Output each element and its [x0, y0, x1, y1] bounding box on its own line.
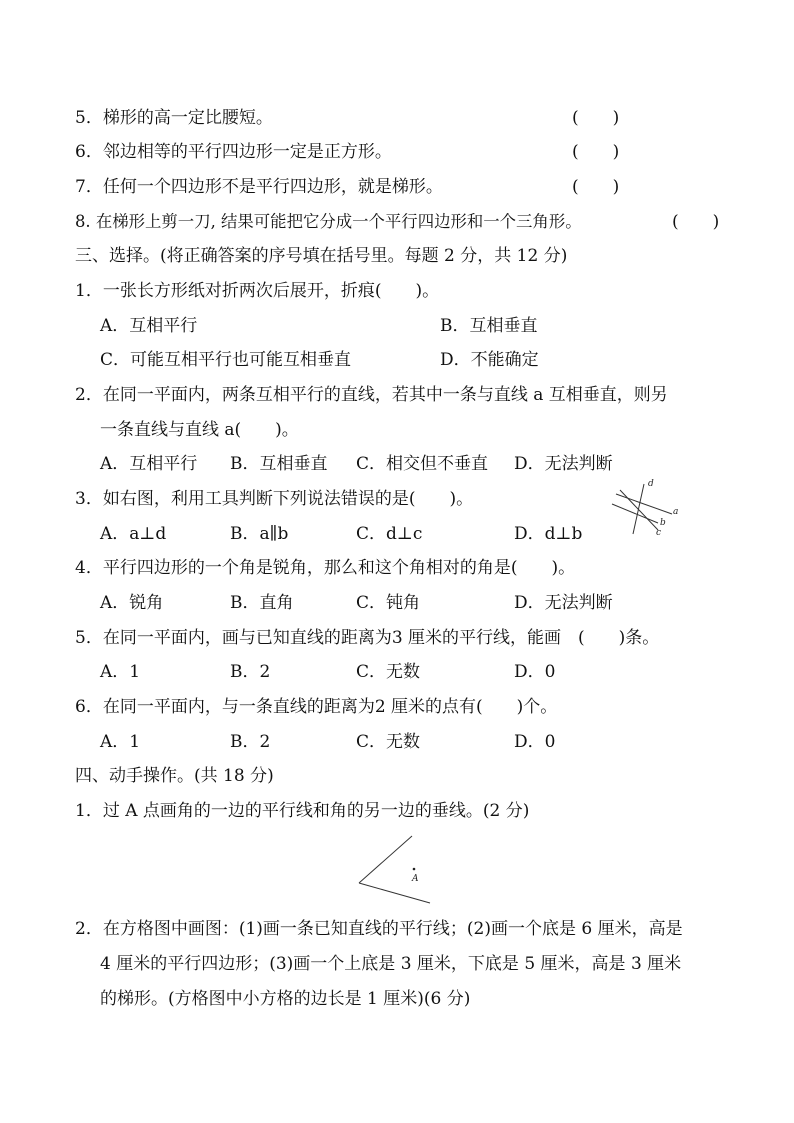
answer-bracket[interactable]: ( ) — [672, 212, 720, 232]
question-stem: 6．在同一平面内，与一条直线的距离为2 厘米的点有( )个。 — [75, 697, 558, 717]
option-c[interactable]: C．d⊥c — [356, 524, 423, 544]
option-d[interactable]: D．无法判断 — [514, 593, 613, 613]
option-b[interactable]: B．2 — [230, 662, 271, 682]
question-stem: 1．过 A 点画角的一边的平行线和角的另一边的垂线。(2 分) — [75, 801, 530, 821]
question-stem-cont: 一条直线与直线 a( )。 — [100, 420, 299, 440]
option-c[interactable]: C．可能互相平行也可能互相垂直 — [100, 350, 352, 370]
section-heading: 四、动手操作。(共 18 分) — [75, 766, 274, 786]
question-stem-cont: 4 厘米的平行四边形；(3)画一个上底是 3 厘米，下底是 5 厘米，高是 3 厘米 — [100, 954, 682, 974]
lines-figure — [606, 476, 686, 540]
option-b[interactable]: B．2 — [230, 732, 271, 752]
judge-item-5 — [75, 107, 273, 129]
option-a[interactable]: A．互相平行 — [100, 316, 198, 336]
question-stem-cont: 的梯形。(方格图中小方格的边长是 1 厘米)(6 分) — [100, 989, 471, 1009]
option-d[interactable]: D．不能确定 — [440, 350, 539, 370]
answer-bracket[interactable]: ( ) — [572, 108, 620, 128]
option-b[interactable]: B．互相垂直 — [440, 316, 538, 336]
angle-ray-upper — [359, 836, 412, 883]
option-c[interactable]: C．无数 — [356, 732, 421, 752]
question-stem: 4．平行四边形的一个角是锐角，那么和这个角相对的角是( )。 — [75, 558, 576, 578]
option-a[interactable]: A．a⊥d — [100, 524, 167, 544]
label-a: a — [673, 507, 679, 517]
point-a — [413, 868, 416, 871]
label-b: b — [660, 518, 666, 528]
question-stem: 1．一张长方形纸对折两次后展开，折痕( )。 — [75, 281, 440, 301]
answer-bracket[interactable]: ( ) — [572, 142, 620, 162]
option-c[interactable]: C．钝角 — [356, 593, 421, 613]
option-a[interactable]: A．互相平行 — [100, 454, 198, 474]
option-d[interactable]: D．d⊥b — [514, 524, 583, 544]
option-d[interactable]: D．0 — [514, 732, 556, 752]
judge-item-8 — [75, 211, 582, 233]
option-b[interactable]: B．互相垂直 — [230, 454, 328, 474]
option-a[interactable]: A．1 — [100, 662, 141, 682]
option-c[interactable]: C．相交但不垂直 — [356, 454, 489, 474]
option-d[interactable]: D．无法判断 — [514, 454, 613, 474]
option-b[interactable]: B．直角 — [230, 593, 294, 613]
judge-item-text: 6．邻边相等的平行四边形一定是正方形。 — [75, 142, 392, 162]
option-c[interactable]: C．无数 — [356, 662, 421, 682]
answer-bracket[interactable]: ( ) — [572, 177, 620, 197]
judge-item-text: 5．梯形的高一定比腰短。 — [75, 108, 273, 128]
label-d: d — [648, 479, 654, 489]
section-heading: 三、选择。(将正确答案的序号填在括号里。每题 2 分，共 12 分) — [75, 246, 568, 266]
angle-ray-lower — [359, 883, 430, 903]
question-stem: 2．在同一平面内，两条互相平行的直线，若其中一条与直线 a 互相垂直，则另 — [75, 385, 668, 405]
option-a[interactable]: A．1 — [100, 732, 141, 752]
option-d[interactable]: D．0 — [514, 662, 556, 682]
question-stem: 5．在同一平面内，画与已知直线的距离为3 厘米的平行线，能画 ( )条。 — [75, 628, 660, 648]
label-c: c — [656, 528, 662, 538]
option-a[interactable]: A．锐角 — [100, 593, 164, 613]
option-b[interactable]: B．a∥b — [230, 524, 289, 544]
angle-figure — [355, 832, 435, 908]
judge-item-7 — [75, 176, 443, 198]
line-a — [616, 494, 672, 514]
judge-item-text: 7．任何一个四边形不是平行四边形，就是梯形。 — [75, 177, 443, 197]
label-point-a: A — [412, 874, 419, 884]
question-stem: 2．在方格图中画图：(1)画一条已知直线的平行线；(2)画一个底是 6 厘米，高是 — [75, 919, 683, 939]
question-stem: 3．如右图，利用工具判断下列说法错误的是( )。 — [75, 489, 474, 509]
judge-item-text: 8. 在梯形上剪一刀, 结果可能把它分成一个平行四边形和一个三角形。 — [75, 212, 582, 231]
judge-item-6 — [75, 141, 392, 163]
